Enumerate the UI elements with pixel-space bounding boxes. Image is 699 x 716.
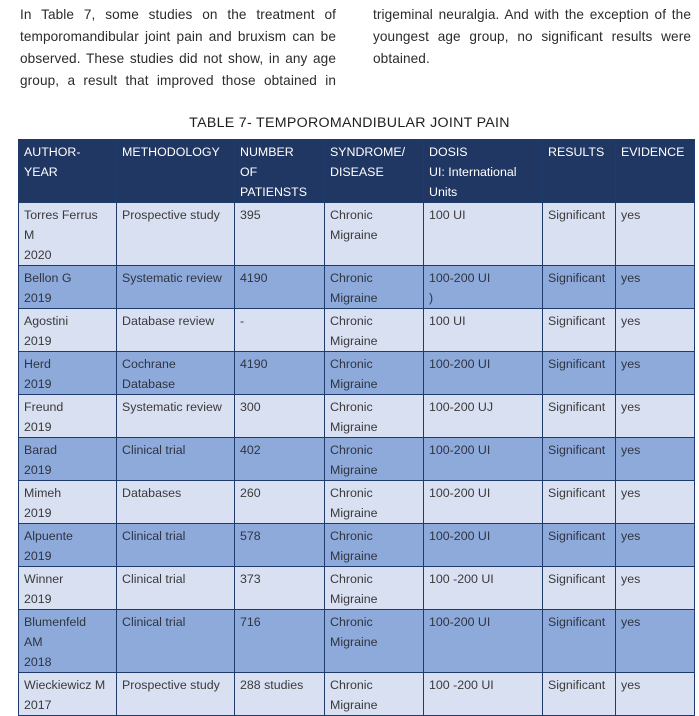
table-row <box>19 673 695 716</box>
cell-text: Significant <box>548 486 606 500</box>
table-row <box>19 352 695 395</box>
cell-text: Chronic <box>330 615 373 629</box>
intro-line: youngest age group, no significant results were <box>373 29 691 44</box>
cell-text: 2019 <box>24 592 52 606</box>
cell-text: 260 <box>240 486 261 500</box>
intro-left-column <box>20 4 336 92</box>
cell-text: Mimeh <box>24 486 62 500</box>
patients-cell <box>235 266 325 309</box>
table-row <box>19 610 695 673</box>
methodology-cell <box>117 610 235 673</box>
header-label: PATIENSTS <box>240 185 308 199</box>
cell-text: Chronic <box>330 529 373 543</box>
dosis-cell <box>424 266 543 309</box>
cell-text: 100 -200 UI <box>429 572 494 586</box>
table-row <box>19 438 695 481</box>
dosis-cell <box>424 524 543 567</box>
cell-text: 2020 <box>24 248 52 262</box>
intro-line: observed. These studies did not show, in any age <box>20 51 336 66</box>
cell-text: yes <box>621 271 641 285</box>
cell-text: 2017 <box>24 698 52 712</box>
cell-text: 373 <box>240 572 261 586</box>
dosis-cell <box>424 481 543 524</box>
results-cell <box>543 395 616 438</box>
author-cell <box>19 438 117 481</box>
cell-text: Significant <box>548 443 606 457</box>
cell-text: Chronic <box>330 400 373 414</box>
cell-text: 578 <box>240 529 261 543</box>
cell-text: Migraine <box>330 420 378 434</box>
cell-text: Clinical trial <box>122 443 186 457</box>
header-label: NUMBER <box>240 145 294 159</box>
cell-text: Chronic <box>330 486 373 500</box>
author-cell <box>19 395 117 438</box>
cell-text: yes <box>621 400 641 414</box>
cell-text: Prospective study <box>122 208 220 222</box>
cell-text: Blumenfeld <box>24 615 86 629</box>
cell-text: 2019 <box>24 377 52 391</box>
table-body <box>19 203 695 716</box>
dosis-cell <box>424 203 543 266</box>
cell-text: 300 <box>240 400 261 414</box>
cell-text: 2019 <box>24 506 52 520</box>
cell-text: Chronic <box>330 572 373 586</box>
cell-text: yes <box>621 615 641 629</box>
cell-text: 2019 <box>24 463 52 477</box>
column-header-dosis <box>424 140 543 203</box>
cell-text: Clinical trial <box>122 615 186 629</box>
methodology-cell <box>117 395 235 438</box>
cell-text: Cochrane <box>122 357 176 371</box>
table-row <box>19 481 695 524</box>
author-cell <box>19 673 117 716</box>
disease-cell <box>325 481 424 524</box>
cell-text: yes <box>621 314 641 328</box>
disease-cell <box>325 438 424 481</box>
cell-text: yes <box>621 572 641 586</box>
cell-text: 716 <box>240 615 261 629</box>
cell-text: Bellon G <box>24 271 72 285</box>
evidence-cell <box>616 610 695 673</box>
cell-text: Significant <box>548 615 606 629</box>
header-label: UI: International <box>429 165 517 179</box>
cell-text: Significant <box>548 357 606 371</box>
results-cell <box>543 352 616 395</box>
cell-text: Chronic <box>330 271 373 285</box>
cell-text: Chronic <box>330 357 373 371</box>
disease-cell <box>325 673 424 716</box>
table-row <box>19 524 695 567</box>
dosis-cell <box>424 567 543 610</box>
evidence-cell <box>616 266 695 309</box>
methodology-cell <box>117 266 235 309</box>
header-label: YEAR <box>24 165 58 179</box>
methodology-cell <box>117 352 235 395</box>
table-row <box>19 266 695 309</box>
disease-cell <box>325 567 424 610</box>
cell-text: 288 studies <box>240 678 304 692</box>
evidence-cell <box>616 438 695 481</box>
header-label: DISEASE <box>330 165 384 179</box>
patients-cell <box>235 438 325 481</box>
author-cell <box>19 203 117 266</box>
column-header-methodology <box>117 140 235 203</box>
cell-text: yes <box>621 486 641 500</box>
methodology-cell <box>117 524 235 567</box>
cell-text: 100-200 UI <box>429 357 491 371</box>
results-cell <box>543 438 616 481</box>
results-cell <box>543 266 616 309</box>
dosis-cell <box>424 309 543 352</box>
intro-line: temporomandibular joint pain and bruxism can be <box>20 29 336 44</box>
patients-cell <box>235 309 325 352</box>
dosis-cell <box>424 610 543 673</box>
cell-text: yes <box>621 357 641 371</box>
results-cell <box>543 524 616 567</box>
disease-cell <box>325 203 424 266</box>
header-label: DOSIS <box>429 145 468 159</box>
patients-cell <box>235 203 325 266</box>
author-cell <box>19 266 117 309</box>
intro-text <box>0 4 699 99</box>
methodology-cell <box>117 673 235 716</box>
disease-cell <box>325 395 424 438</box>
cell-text: 100 UI <box>429 208 466 222</box>
cell-text: - <box>240 314 245 328</box>
cell-text: Databases <box>122 486 182 500</box>
table-row <box>19 309 695 352</box>
methodology-cell <box>117 309 235 352</box>
disease-cell <box>325 610 424 673</box>
cell-text: yes <box>621 529 641 543</box>
header-label: Units <box>429 185 458 199</box>
cell-text: Chronic <box>330 678 373 692</box>
cell-text: Freund <box>24 400 64 414</box>
cell-text: 2018 <box>24 655 52 669</box>
cell-text: 100-200 UJ <box>429 400 494 414</box>
cell-text: Migraine <box>330 549 378 563</box>
cell-text: AM <box>24 635 43 649</box>
cell-text: Migraine <box>330 698 378 712</box>
intro-line: obtained. <box>373 51 430 66</box>
patients-cell <box>235 673 325 716</box>
header-label: RESULTS <box>548 145 605 159</box>
evidence-cell <box>616 567 695 610</box>
cell-text: Chronic <box>330 314 373 328</box>
header-label: EVIDENCE <box>621 145 685 159</box>
intro-line: In Table 7, some studies on the treatment of <box>20 7 336 22</box>
results-cell <box>543 203 616 266</box>
cell-text: Alpuente <box>24 529 73 543</box>
cell-text: Clinical trial <box>122 572 186 586</box>
dosis-cell <box>424 673 543 716</box>
author-cell <box>19 352 117 395</box>
evidence-cell <box>616 673 695 716</box>
cell-text: Migraine <box>330 463 378 477</box>
cell-text: Significant <box>548 271 606 285</box>
patients-cell <box>235 395 325 438</box>
cell-text: Migraine <box>330 506 378 520</box>
cell-text: 395 <box>240 208 261 222</box>
disease-cell <box>325 266 424 309</box>
patients-cell <box>235 481 325 524</box>
methodology-cell <box>117 438 235 481</box>
cell-text: Migraine <box>330 377 378 391</box>
patients-cell <box>235 567 325 610</box>
table-header <box>19 140 695 203</box>
table-row <box>19 395 695 438</box>
cell-text: Clinical trial <box>122 529 186 543</box>
cell-text: Systematic review <box>122 400 222 414</box>
cell-text: 100-200 UI <box>429 271 491 285</box>
cell-text: yes <box>621 443 641 457</box>
cell-text: 402 <box>240 443 261 457</box>
cell-text: Database <box>122 377 176 391</box>
table-row <box>19 567 695 610</box>
cell-text: Prospective study <box>122 678 220 692</box>
cell-text: 2019 <box>24 291 52 305</box>
cell-text: Systematic review <box>122 271 222 285</box>
cell-text: 100 UI <box>429 314 466 328</box>
cell-text: 2019 <box>24 420 52 434</box>
patients-cell <box>235 352 325 395</box>
cell-text: yes <box>621 208 641 222</box>
intro-right-column <box>373 4 691 70</box>
column-header-evidence <box>616 140 695 203</box>
cell-text: Significant <box>548 529 606 543</box>
dosis-cell <box>424 395 543 438</box>
disease-cell <box>325 524 424 567</box>
cell-text: Barad <box>24 443 58 457</box>
joint-pain-table <box>18 139 695 716</box>
cell-text: ) <box>429 291 434 305</box>
cell-text: 4190 <box>240 271 268 285</box>
results-cell <box>543 309 616 352</box>
evidence-cell <box>616 309 695 352</box>
header-label: SYNDROME/ <box>330 145 406 159</box>
cell-text: 100-200 UI <box>429 529 491 543</box>
results-cell <box>543 481 616 524</box>
author-cell <box>19 610 117 673</box>
methodology-cell <box>117 567 235 610</box>
results-cell <box>543 673 616 716</box>
header-label: METHODOLOGY <box>122 145 220 159</box>
header-row <box>19 140 695 203</box>
header-label: AUTHOR- <box>24 145 81 159</box>
cell-text: 100-200 UI <box>429 443 491 457</box>
cell-text: Migraine <box>330 291 378 305</box>
header-label: OF <box>240 165 258 179</box>
author-cell <box>19 309 117 352</box>
cell-text: Agostini <box>24 314 69 328</box>
table-row <box>19 203 695 266</box>
cell-text: Herd <box>24 357 51 371</box>
column-header-syndrome-disease <box>325 140 424 203</box>
disease-cell <box>325 309 424 352</box>
table-caption: TABLE 7- TEMPOROMANDIBULAR JOINT PAIN <box>189 115 510 131</box>
dosis-cell <box>424 352 543 395</box>
cell-text: 100-200 UI <box>429 615 491 629</box>
patients-cell <box>235 610 325 673</box>
cell-text: 100-200 UI <box>429 486 491 500</box>
patients-cell <box>235 524 325 567</box>
author-cell <box>19 524 117 567</box>
cell-text: 4190 <box>240 357 268 371</box>
cell-text: Torres Ferrus M <box>24 208 98 242</box>
evidence-cell <box>616 203 695 266</box>
cell-text: yes <box>621 678 641 692</box>
evidence-cell <box>616 395 695 438</box>
cell-text: Database review <box>122 314 215 328</box>
cell-text: Significant <box>548 678 606 692</box>
cell-text: Significant <box>548 314 606 328</box>
dosis-cell <box>424 438 543 481</box>
author-cell <box>19 481 117 524</box>
cell-text: 2019 <box>24 334 52 348</box>
evidence-cell <box>616 352 695 395</box>
cell-text: 100 -200 UI <box>429 678 494 692</box>
cell-text: Migraine <box>330 635 378 649</box>
cell-text: Significant <box>548 208 606 222</box>
column-header-results <box>543 140 616 203</box>
column-header-author-year <box>19 140 117 203</box>
cell-text: 2019 <box>24 549 52 563</box>
disease-cell <box>325 352 424 395</box>
cell-text: Migraine <box>330 334 378 348</box>
cell-text: Wieckiewicz M <box>24 678 106 692</box>
evidence-cell <box>616 481 695 524</box>
cell-text: Chronic <box>330 208 373 222</box>
intro-line: trigeminal neuralgia. And with the exception of the <box>373 7 691 22</box>
cell-text: Migraine <box>330 592 378 606</box>
cell-text: Winner <box>24 572 64 586</box>
cell-text: Migraine <box>330 228 378 242</box>
results-cell <box>543 610 616 673</box>
methodology-cell <box>117 203 235 266</box>
author-cell <box>19 567 117 610</box>
evidence-cell <box>616 524 695 567</box>
column-header-number-of-patients <box>235 140 325 203</box>
results-cell <box>543 567 616 610</box>
methodology-cell <box>117 481 235 524</box>
cell-text: Chronic <box>330 443 373 457</box>
cell-text: Significant <box>548 572 606 586</box>
cell-text: Significant <box>548 400 606 414</box>
intro-line: group, a result that improved those obtained in <box>20 73 336 88</box>
